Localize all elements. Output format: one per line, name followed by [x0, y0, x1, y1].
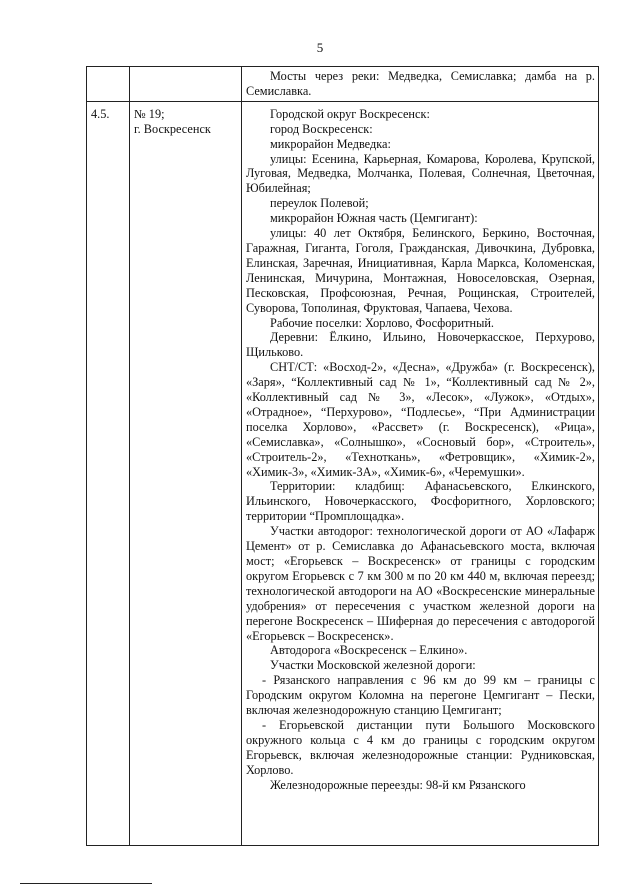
object-cell	[130, 101, 242, 845]
description-line: Деревни: Ёлкино, Ильино, Новочеркасское, Перхурово, Щильково.	[246, 330, 595, 360]
description-line: Городской округ Воскресенск:	[270, 106, 430, 121]
object-line: № 19;	[134, 106, 165, 121]
footnote-divider	[20, 883, 152, 884]
description-line: Рабочие поселки: Хорлово, Фосфоритный.	[270, 315, 495, 330]
page-number: 5	[316, 40, 324, 55]
description-line: микрорайон Медведка:	[270, 136, 391, 151]
description-line: город Воскресенск:	[270, 121, 373, 136]
description-line: улицы: Есенина, Карьерная, Комарова, Королева, Крупской, Луговая, Медведка, Молчанка, Полевая, Солнечная, Цветочная, Юбилейная;	[246, 151, 595, 196]
description-line: - Рязанского направления с 96 км до 99 км – границы с Городским округом Коломна на перегоне Цемгигант – Пески, включая железнодорожную станцию Цемгигант;	[246, 673, 595, 718]
description-line: СНТ/СТ: «Восход-2», «Десна», «Дружба» (г. Воскресенск), «Заря», “Коллективный сад № 1», “Коллективный сад № 2», «Коллективный сад № 3», «Лесок», «Лужок», «Отдых», «Отрадное», “Перхурово», “Подлесье», “При Администрации поселка Хорлово», «Рассвет» (г. Воскресенск), «Рица», «Семиславка», «Солнышко», «Сосновый бор», «Строитель», «Строитель-2», «Техноткань», «Фетровщик», «Химик-2», «Химик-3», «Химик-3А», «Химик-6», «Черемушки».	[246, 360, 595, 479]
description-line: Мосты через реки: Медведка, Семиславка; дамба на р. Семиславка.	[246, 69, 595, 98]
settlements-table	[86, 66, 599, 846]
object-line: г. Воскресенск	[134, 121, 211, 136]
description-line: Участки автодорог: технологической дороги от АО «Лафарж Цемент» от р. Семиславка до Афанасьевского моста, включая мост; «Егорьевск – Воскресенск» от границы с городским округом Егорьевск с 7 км 300 м по 20 км 440 м, включая переезд; технологической автодороги на АО «Воскресенские минеральные удобрения» от пересечения с участком железной дороги на перегоне Воскресенск – Шиферная до пересечения с автодорогой «Егорьевск – Воскресенск».	[246, 524, 595, 643]
table-row	[87, 101, 599, 845]
description-line: Участки Московской железной дороги:	[270, 658, 476, 673]
description-cell	[242, 67, 599, 102]
description-line: микрорайон Южная часть (Цемгигант):	[270, 211, 478, 226]
description-line: Автодорога «Воскресенск – Елкино».	[270, 643, 468, 658]
description-cell	[242, 101, 599, 845]
description-line: Железнодорожные переезды: 98-й км Рязанского	[270, 777, 526, 792]
description-line: Территории: кладбищ: Афанасьевского, Елкинского, Ильинского, Новочеркасского, Фосфоритного, Хорловского; территории “Промплощадка».	[246, 479, 595, 524]
table-row	[87, 67, 599, 102]
row-number-cell	[87, 67, 130, 102]
row-number-cell: 4.5.	[87, 101, 130, 845]
description-line: переулок Полевой;	[270, 196, 369, 211]
object-cell	[130, 67, 242, 102]
description-line: улицы: 40 лет Октября, Белинского, Беркино, Восточная, Гаражная, Гиганта, Гоголя, Гражданская, Дивочкина, Дубровка, Елинская, Заречная, Инициативная, Карла Маркса, Коломенская, Ленинская, Мичурина, Монтажная, Новоселовская, Озерная, Песковская, Профсоюзная, Речная, Рощинская, Строителей, Суворова, Тополиная, Фруктовая, Чапаева, Чехова.	[246, 226, 595, 315]
description-line: - Егорьевской дистанции пути Большого Московского окружного кольца с 4 км до границы с городским округом Егорьевск, включая железнодорожные станции: Рудниковская, Хорлово.	[246, 717, 595, 777]
